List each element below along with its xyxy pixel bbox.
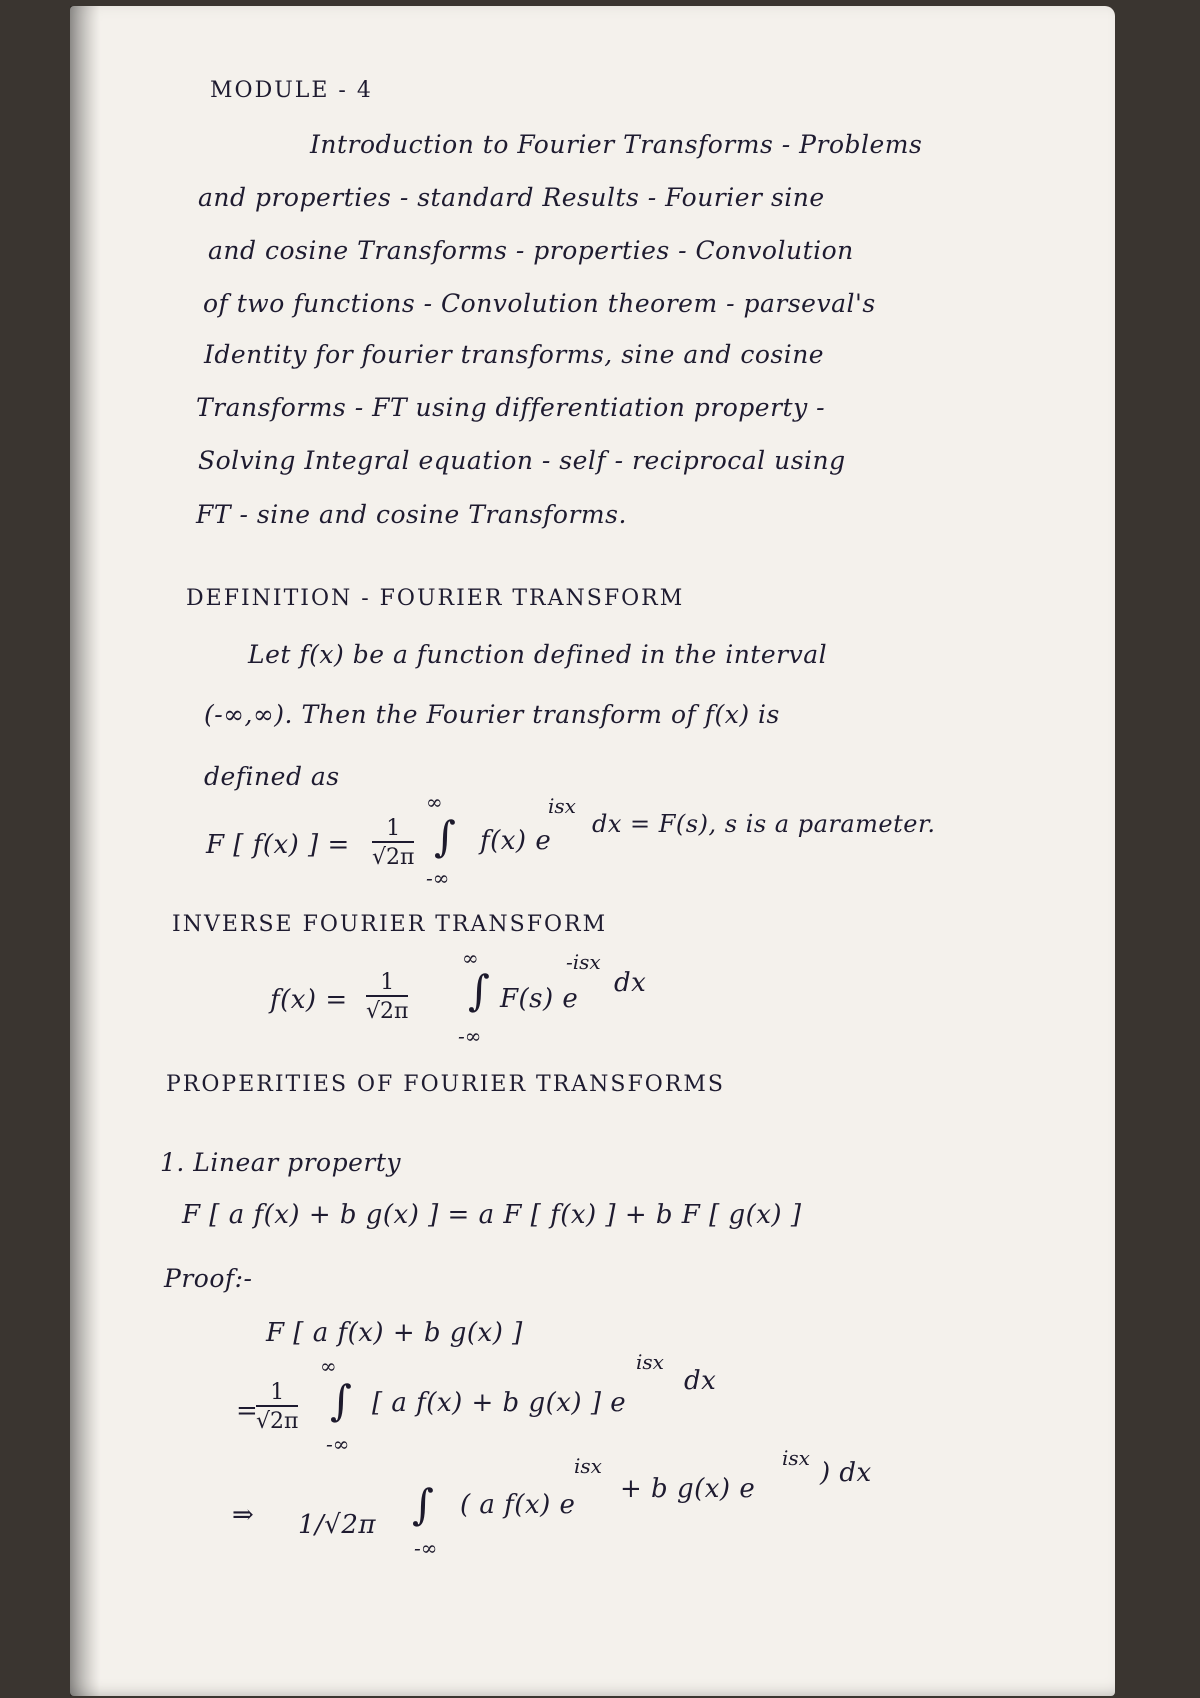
inverse-integrand: F(s) e bbox=[500, 984, 579, 1014]
definition-line: Let f(x) be a function defined in the interval bbox=[248, 640, 828, 669]
linear-property-title: 1. Linear property bbox=[160, 1148, 402, 1177]
linear-property-statement: F [ a f(x) + b g(x) ] = a F [ f(x) ] + b F [ g(x) ] bbox=[182, 1200, 802, 1230]
inverse-dx: dx bbox=[614, 968, 647, 998]
proof-label: Proof:- bbox=[164, 1264, 253, 1293]
intro-line: of two functions - Convolution theorem - parseval's bbox=[203, 289, 876, 318]
proof-dx: dx bbox=[684, 1366, 717, 1396]
inverse-heading: INVERSE FOURIER TRANSFORM bbox=[172, 912, 608, 937]
integral-sign: ∫ bbox=[330, 1376, 352, 1425]
ft-integrand: f(x) e bbox=[480, 826, 552, 856]
fraction-numerator: 1 bbox=[270, 1380, 285, 1405]
fraction-numerator: 1 bbox=[386, 816, 401, 841]
integral-sign: ∫ bbox=[468, 966, 490, 1015]
module-heading: MODULE - 4 bbox=[210, 78, 373, 103]
ft-formula-fraction bbox=[372, 816, 414, 870]
integral-upper-limit: ∞ bbox=[426, 790, 443, 814]
fraction-numerator: 1 bbox=[380, 970, 395, 995]
fraction-denominator: √2π bbox=[256, 1409, 299, 1434]
fraction-denominator: √2π bbox=[366, 999, 409, 1024]
proof-fraction bbox=[256, 1380, 298, 1434]
integral-lower-limit: -∞ bbox=[426, 866, 450, 890]
integral-lower-limit: -∞ bbox=[458, 1024, 482, 1048]
ft-exponent: isx bbox=[548, 794, 576, 818]
fraction-denominator: √2π bbox=[372, 845, 415, 870]
inverse-exponent: -isx bbox=[566, 950, 601, 974]
intro-line: and cosine Transforms - properties - Convolution bbox=[208, 236, 854, 265]
integral-sign: ∫ bbox=[434, 812, 456, 861]
proof-step-prefix: ⇒ bbox=[232, 1500, 255, 1530]
integral-upper-limit: ∞ bbox=[320, 1354, 337, 1378]
definition-line: defined as bbox=[204, 762, 340, 791]
proof-term-a: ( a f(x) e bbox=[460, 1490, 576, 1520]
page-binding-shadow bbox=[70, 6, 100, 1696]
proof-end: ) dx bbox=[820, 1458, 872, 1488]
intro-line: and properties - standard Results - Fourier sine bbox=[198, 183, 825, 212]
integral-upper-limit: ∞ bbox=[462, 946, 479, 970]
intro-line: Solving Integral equation - self - reciprocal using bbox=[198, 446, 846, 475]
integral-lower-limit: -∞ bbox=[326, 1432, 350, 1456]
definition-line: (-∞,∞). Then the Fourier transform of f(x) is bbox=[204, 700, 780, 729]
intro-line: Transforms - FT using differentiation property - bbox=[196, 393, 826, 422]
proof-exponent: isx bbox=[636, 1350, 664, 1374]
properties-heading: PROPERITIES OF FOURIER TRANSFORMS bbox=[166, 1072, 725, 1097]
integral-sign: ∫ bbox=[412, 1480, 434, 1529]
intro-line: Introduction to Fourier Transforms - Problems bbox=[310, 130, 923, 159]
proof-coefficient: 1/√2π bbox=[298, 1510, 376, 1540]
inverse-lhs: f(x) = bbox=[270, 985, 348, 1015]
proof-integrand: [ a f(x) + b g(x) ] e bbox=[372, 1388, 627, 1418]
proof-step-prefix: = bbox=[236, 1396, 259, 1426]
intro-line: FT - sine and cosine Transforms. bbox=[196, 500, 627, 529]
ft-formula-rhs: dx = F(s), s is a parameter. bbox=[592, 810, 936, 838]
proof-line: F [ a f(x) + b g(x) ] bbox=[266, 1318, 523, 1348]
integral-lower-limit: -∞ bbox=[414, 1536, 438, 1560]
proof-term-b: + b g(x) e bbox=[620, 1474, 756, 1504]
proof-exponent-b: isx bbox=[782, 1446, 810, 1470]
inverse-fraction bbox=[366, 970, 408, 1024]
ft-formula-lhs: F [ f(x) ] = bbox=[206, 830, 350, 860]
definition-heading: DEFINITION - FOURIER TRANSFORM bbox=[186, 586, 685, 611]
intro-line: Identity for fourier transforms, sine and cosine bbox=[204, 340, 825, 369]
proof-exponent-a: isx bbox=[574, 1454, 602, 1478]
